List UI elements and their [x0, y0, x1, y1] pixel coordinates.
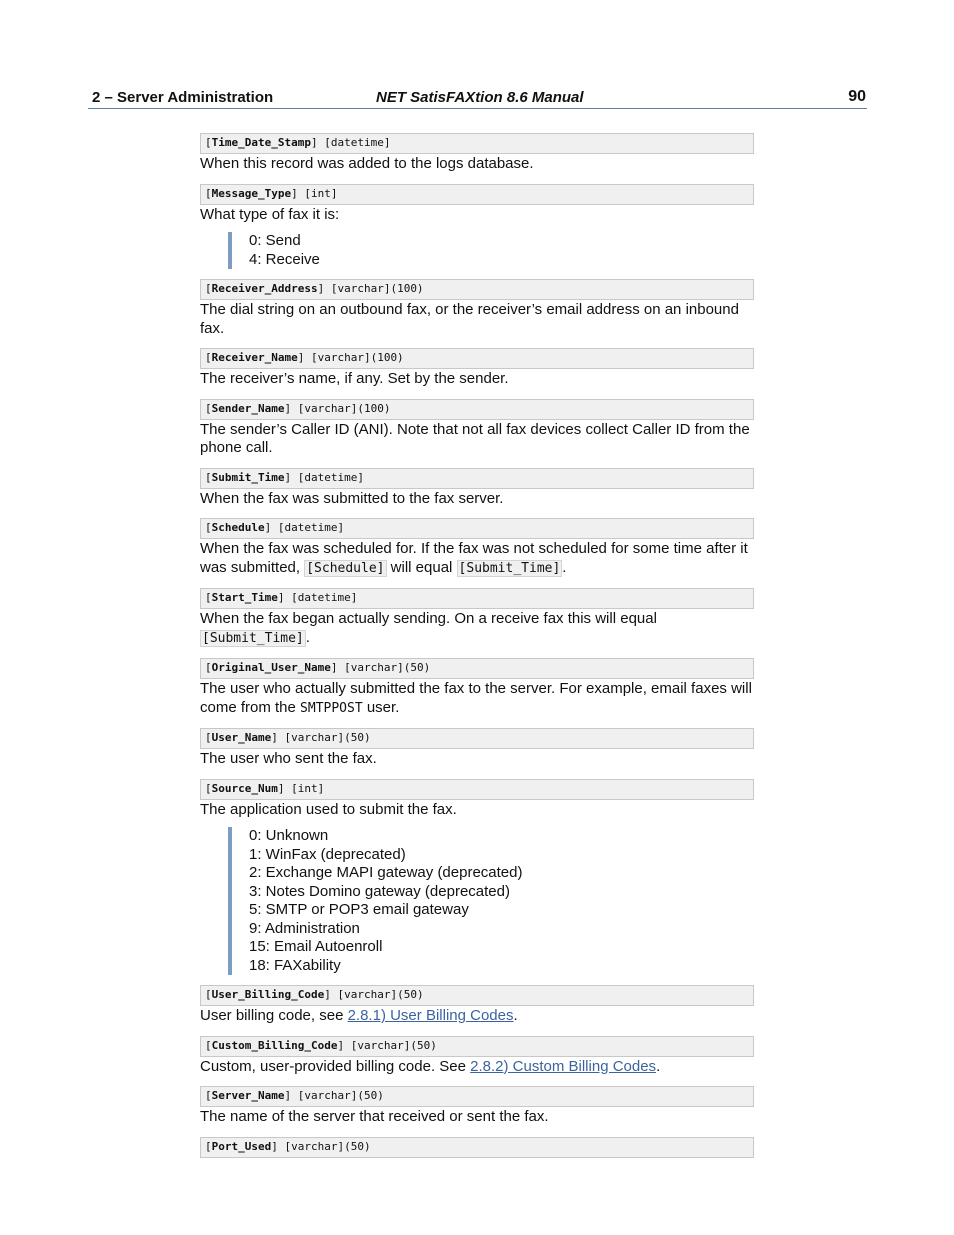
field-signature: [Original_User_Name] [varchar](50) — [200, 658, 754, 679]
description-text: When the fax was scheduled for. If the fax was not scheduled for some time after it was submitted, — [200, 540, 748, 576]
field-description: The user who sent the fax. — [200, 750, 377, 767]
field-description: When the fax was submitted to the fax server. — [200, 489, 504, 507]
page-header — [88, 88, 867, 109]
description-text: . — [513, 1007, 518, 1024]
description-text: User billing code, see — [200, 1007, 348, 1024]
field-name: Sender_Name — [211, 401, 285, 415]
field-description: What type of fax it is: — [200, 205, 340, 223]
field-signature: [Port_Used] [varchar](50) — [200, 1137, 754, 1158]
field-description — [200, 610, 754, 648]
chapter-title: 2 – Server Administration — [92, 89, 274, 106]
field-name: Receiver_Address — [211, 282, 318, 295]
field-description: The application used to submit the fax. — [200, 800, 457, 818]
value-list — [228, 827, 754, 975]
list-item: 18: FAXability — [249, 956, 341, 974]
field-type: [datetime] — [291, 591, 358, 604]
field-signature: [Schedule] [datetime] — [200, 518, 754, 539]
field-name: Source_Num — [211, 781, 278, 795]
field-signature: [Submit_Time] [datetime] — [200, 468, 754, 489]
description-text: user. — [362, 698, 400, 716]
inline-code: [Schedule] — [306, 560, 385, 576]
description-text: The user who actually submitted the fax to the server. For example, email faxes will come from the — [200, 680, 752, 716]
field-name: Server_Name — [211, 1089, 285, 1102]
field-name: Port_Used — [211, 1139, 272, 1153]
description-text: will equal — [386, 558, 457, 576]
manual-title: NET SatisFAXtion 8.6 Manual — [376, 89, 584, 106]
field-type: [datetime] — [297, 470, 364, 484]
page-number: 90 — [848, 88, 866, 105]
field-description: The sender’s Caller ID (ANI). Note that not all fax devices collect Caller ID from the phone call. — [200, 420, 750, 456]
field-name: Original_User_Name — [211, 661, 331, 674]
field-name: Message_Type — [211, 186, 292, 200]
field-type: [varchar](50) — [337, 988, 424, 1001]
field-type: [datetime] — [324, 136, 391, 149]
field-type: [datetime] — [277, 521, 345, 534]
field-type: [varchar](50) — [350, 1038, 437, 1052]
field-name: Schedule — [211, 521, 265, 534]
field-signature: [User_Name] [varchar](50) — [200, 728, 754, 749]
field-description: The name of the server that received or sent the fax. — [200, 1108, 549, 1125]
list-item: 3: Notes Domino gateway (deprecated) — [249, 882, 510, 900]
list-item: 15: Email Autoenroll — [249, 938, 383, 955]
field-type: [varchar](50) — [284, 1139, 371, 1153]
field-definitions — [200, 133, 754, 1158]
description-text: . — [305, 628, 310, 646]
list-item: 1: WinFax (deprecated) — [249, 845, 406, 863]
description-text: Custom, user-provided billing code. See — [200, 1057, 471, 1075]
field-signature: [User_Billing_Code] [varchar](50) — [200, 985, 754, 1006]
field-type: [int] — [291, 781, 325, 795]
list-item: 9: Administration — [249, 919, 360, 937]
inline-code: SMTPPOST — [300, 700, 363, 716]
list-item: 4: Receive — [249, 250, 320, 268]
field-name: Custom_Billing_Code — [211, 1038, 338, 1052]
field-signature: [Start_Time] [datetime] — [200, 588, 754, 609]
field-description: When this record was added to the logs database. — [200, 155, 534, 172]
field-signature: [Time_Date_Stamp] [datetime] — [200, 133, 754, 154]
cross-reference-link[interactable]: 2.8.1) User Billing Codes — [347, 1007, 514, 1024]
description-text: . — [562, 558, 567, 576]
inline-code: [Submit_Time] — [202, 630, 304, 646]
field-signature: [Sender_Name] [varchar](100) — [200, 399, 754, 420]
description-text: . — [656, 1057, 661, 1075]
field-type: [int] — [304, 186, 338, 200]
field-name: Start_Time — [211, 591, 278, 604]
field-name: User_Billing_Code — [211, 988, 325, 1001]
value-list — [228, 232, 754, 269]
field-type: [varchar](100) — [330, 282, 424, 295]
list-item: 0: Unknown — [249, 827, 329, 844]
field-name: Submit_Time — [211, 470, 285, 484]
cross-reference-link[interactable]: 2.8.2) Custom Billing Codes — [470, 1057, 657, 1075]
field-type: [varchar](50) — [284, 731, 371, 744]
inline-code: [Submit_Time] — [458, 560, 561, 576]
field-signature: [Receiver_Name] [varchar](100) — [200, 348, 754, 369]
field-type: [varchar](100) — [297, 401, 391, 415]
field-description: The receiver’s name, if any. Set by the sender. — [200, 370, 509, 387]
field-name: Receiver_Name — [211, 351, 298, 364]
list-item: 5: SMTP or POP3 email gateway — [249, 901, 469, 918]
field-description — [200, 1007, 754, 1026]
field-description — [200, 1058, 754, 1077]
field-signature: [Custom_Billing_Code] [varchar](50) — [200, 1036, 754, 1057]
field-signature: [Source_Num] [int] — [200, 779, 754, 800]
description-text: When the fax began actually sending. On a receive fax this will equal — [200, 610, 657, 627]
list-item: 2: Exchange MAPI gateway (deprecated) — [249, 864, 523, 881]
field-type: [varchar](50) — [297, 1089, 384, 1102]
field-description — [200, 680, 754, 718]
field-type: [varchar](50) — [344, 661, 431, 674]
field-signature: [Receiver_Address] [varchar](100) — [200, 279, 754, 300]
field-signature: [Server_Name] [varchar](50) — [200, 1086, 754, 1107]
field-description — [200, 540, 754, 578]
field-type: [varchar](100) — [310, 351, 404, 364]
list-item: 0: Send — [249, 232, 301, 249]
field-name: User_Name — [211, 731, 272, 744]
field-signature: [Message_Type] [int] — [200, 184, 754, 205]
field-name: Time_Date_Stamp — [211, 136, 311, 149]
field-description: The dial string on an outbound fax, or the receiver’s email address on an inbound fax. — [200, 301, 739, 337]
